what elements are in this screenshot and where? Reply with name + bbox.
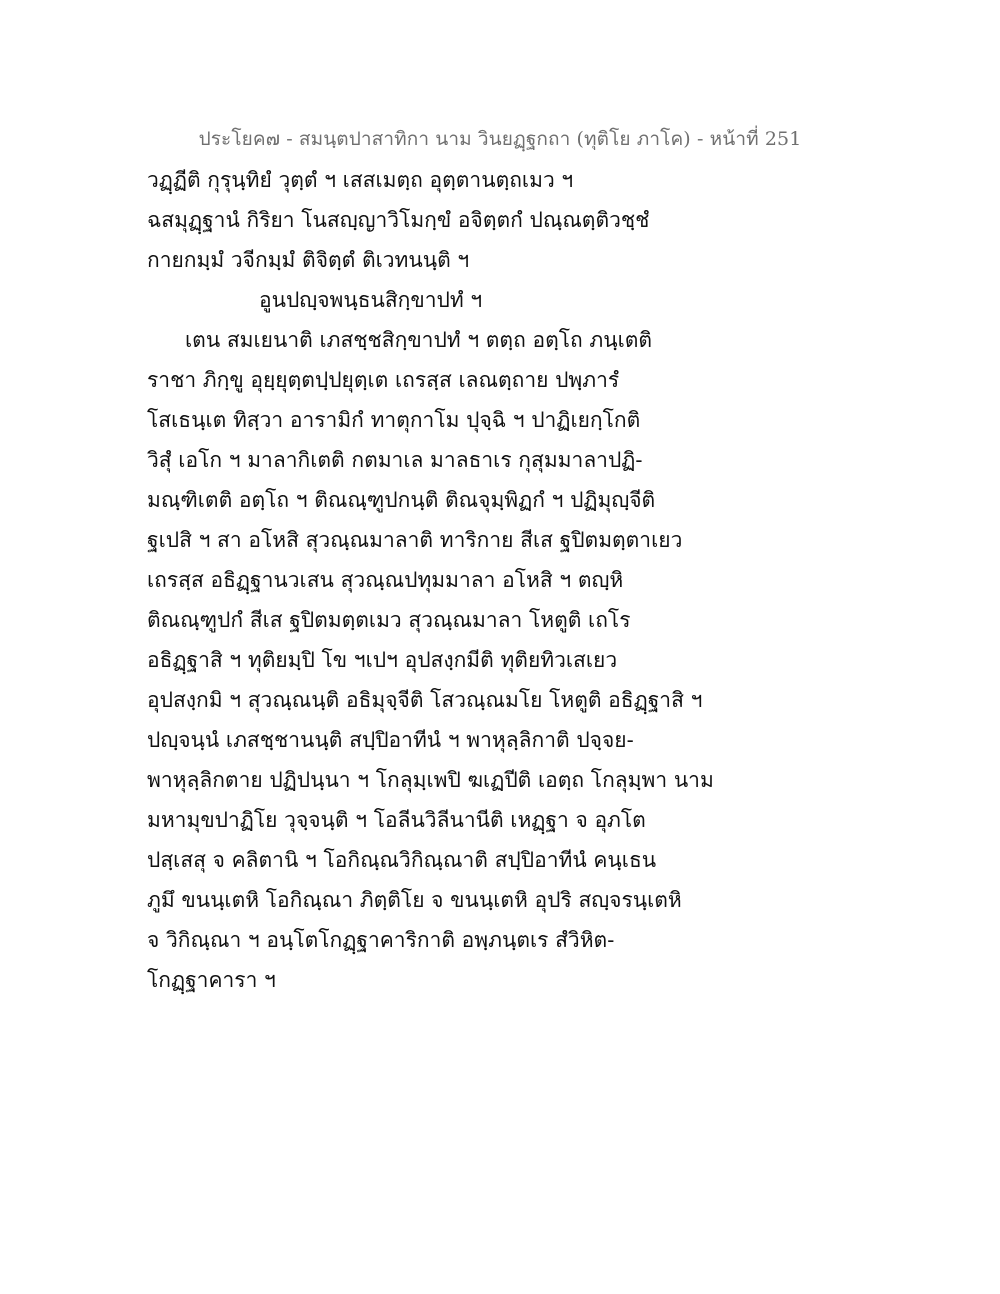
text-line: วิสุํ เอโก ฯ มาลากิเตติ กตมาเล มาลธาเร กุสุมมาลาปฏิ- [147, 448, 643, 472]
text-line: ภูมึ ขนนฺเตหิ โอกิณฺณา ภิตฺติโย จ ขนนฺเตหิ อุปริ สญฺจรนฺเตหิ [147, 888, 682, 912]
text-line: เถรสฺส อธิฏฺฐานวเสน สุวณฺณปทุมมาลา อโหสิ ฯ ตญฺหิ [147, 568, 624, 592]
text-line: ปญฺจนฺนํ เภสชฺชานนฺติ สปฺปิอาทีนํ ฯ พาหุลฺลิกาติ ปจฺจย- [147, 728, 634, 752]
text-line: มณฺฑิเตติ อตฺโถ ฯ ติณณฺฑูปกนฺติ ติณจุมฺพิฏกํ ฯ ปฏิมุญฺจีติ [147, 488, 656, 512]
running-header: ประโยค๗ - สมนฺตปาสาทิกา นาม วินยฏฺฐกถา (ทุติโย ภาโค) - หน้าที่ 251 [198, 128, 802, 150]
text-line: โสเธนฺเต ทิสฺวา อารามิกํ ทาตุกาโม ปุจฺฉิ ฯ ปาฏิเยกฺโกติ [147, 408, 641, 432]
text-line: วฏฺฏีติ กุรุนฺทิยํ วุตฺตํ ฯ เสสเมตฺถ อุตฺตานตฺถเมว ฯ [147, 168, 574, 192]
text-line: ปสฺเสสุ จ คลิตานิ ฯ โอกิณฺณวิกิณฺณาติ สปฺปิอาทีนํ คนฺเธน [147, 848, 657, 872]
section-heading: อูนปญฺจพนฺธนสิกฺขาปทํ ฯ [259, 288, 483, 312]
text-line: ฉสมุฏฺฐานํ กิริยา โนสญฺญาวิโมกฺขํ อจิตฺตกํ ปณฺณตฺติวชฺชํ [147, 208, 650, 232]
text-line: พาหุลฺลิกตาย ปฏิปนฺนา ฯ โกลุมฺเพปิ ฆเฏปีติ เอตฺถ โกลุมฺพา นาม [147, 768, 714, 792]
text-line: จ วิกิณฺณา ฯ อนฺโตโกฏฺฐาคาริกาติ อพฺภนฺตเร สํวิหิต- [147, 928, 615, 952]
text-line: ราชา ภิกฺขู อุยฺยุตฺตปฺปยุตฺเต เถรสฺส เลณตฺถาย ปพฺภารํ [147, 368, 620, 392]
text-line: เตน สมเยนาติ เภสชฺชสิกฺขาปทํ ฯ ตตฺถ อตฺโถ ภนฺเตติ [185, 328, 653, 352]
text-line: กายกมฺมํ วจีกมฺมํ ติจิตฺตํ ติเวทนนฺติ ฯ [147, 248, 470, 272]
text-line: ฐเปสิ ฯ สา อโหสิ สุวณฺณมาลาติ ทาริกาย สีเส ฐปิตมตฺตาเยว [147, 528, 683, 552]
text-line: อุปสงฺกมิ ฯ สุวณฺณนฺติ อธิมุจฺจีติ โสวณฺณมโย โหตูติ อธิฏฺฐาสิ ฯ [147, 688, 703, 712]
text-line: อธิฏฺฐาสิ ฯ ทุติยมฺปิ โข ฯเปฯ อุปสงฺกมีติ ทุติยทิวเสเยว [147, 648, 618, 672]
text-line: ติณณฺฑูปกํ สีเส ฐปิตมตฺตเมว สุวณฺณมาลา โหตูติ เถโร [147, 608, 631, 632]
text-line: มหามุขปาฏิโย วุจฺจนฺติ ฯ โอลีนวิลีนานีติ เหฏฺฐา จ อุภโต [147, 808, 646, 832]
body-text [147, 160, 767, 1000]
text-line: โกฏฺฐาคารา ฯ [147, 968, 276, 992]
